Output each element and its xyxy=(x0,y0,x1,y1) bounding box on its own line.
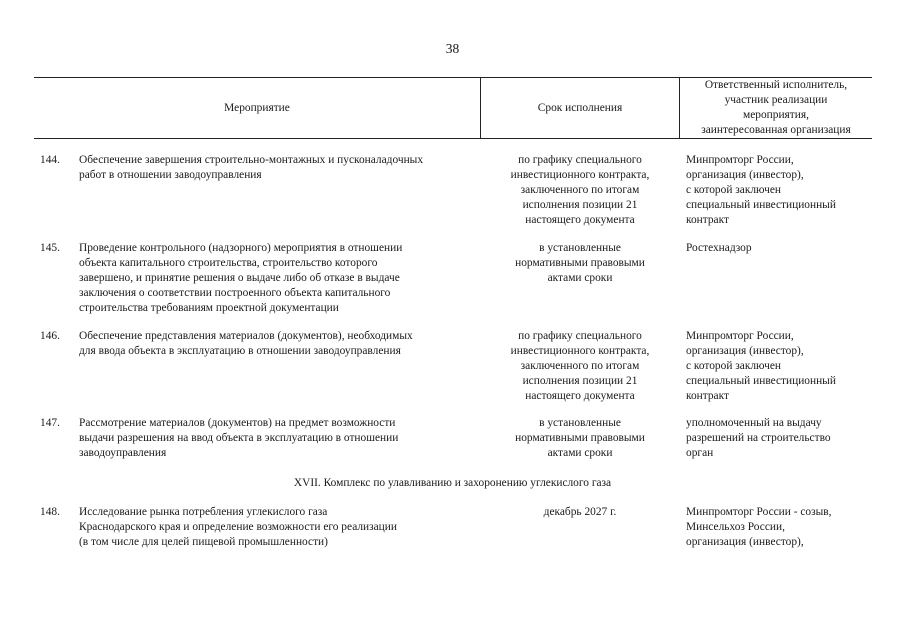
event-line: Рассмотрение материалов (документов) на предмет возможности xyxy=(79,417,396,429)
row-number: 146. xyxy=(40,330,60,342)
term-line: инвестиционного контракта, xyxy=(510,345,650,357)
event-line: Краснодарского края и определение возможности его реализации xyxy=(79,521,397,533)
term-line: настоящего документа xyxy=(525,390,635,402)
event-line: Исследование рынка потребления углекислого газа xyxy=(79,506,328,518)
header-responsible-line: Ответственный исполнитель, xyxy=(704,79,848,91)
responsible-line: Минсельхоз России, xyxy=(686,521,785,533)
header-responsible-line: мероприятия, xyxy=(743,109,809,121)
event-line: Проведение контрольного (надзорного) мероприятия в отношении xyxy=(79,242,403,254)
term-line: настоящего документа xyxy=(525,214,635,226)
header-event xyxy=(34,78,480,138)
row-term xyxy=(490,329,670,404)
row-event xyxy=(79,153,479,183)
row-event xyxy=(79,329,479,359)
event-line: (в том числе для целей пищевой промышленности) xyxy=(79,536,328,548)
responsible-line: Минпромторг России, xyxy=(686,330,794,342)
term-line: актами сроки xyxy=(547,447,613,459)
responsible-line: орган xyxy=(686,447,714,459)
responsible-line: контракт xyxy=(686,390,729,402)
term-line: нормативными правовыми xyxy=(515,432,645,444)
event-line: строительства требованиям проектной документации xyxy=(79,302,339,314)
row-number: 147. xyxy=(40,417,60,429)
responsible-line: Минпромторг России - созыв, xyxy=(686,506,832,518)
term-line: исполнения позиции 21 xyxy=(522,375,638,387)
responsible-line: уполномоченный на выдачу xyxy=(686,417,822,429)
event-line: Обеспечение завершения строительно-монтажных и пусконаладочных xyxy=(79,154,424,166)
responsible-line: с которой заключен xyxy=(686,184,781,196)
row-responsible xyxy=(686,329,876,404)
event-line: Обеспечение представления материалов (документов), необходимых xyxy=(79,330,413,342)
row-responsible xyxy=(686,505,876,550)
row-term xyxy=(490,416,670,461)
term-line: в установленные xyxy=(539,242,621,254)
row-term xyxy=(490,241,670,286)
term-line: инвестиционного контракта, xyxy=(510,169,650,181)
term-line: декабрь 2027 г. xyxy=(543,506,617,518)
responsible-line: специальный инвестиционный xyxy=(686,199,836,211)
responsible-line: специальный инвестиционный xyxy=(686,375,836,387)
event-line: объекта капитального строительства, строительство которого xyxy=(79,257,378,269)
header-responsible-line: заинтересованная организация xyxy=(701,124,851,136)
row-number: 148. xyxy=(40,506,60,518)
responsible-line: Ростехнадзор xyxy=(686,242,752,254)
header-responsible xyxy=(680,78,872,138)
responsible-line: организация (инвестор), xyxy=(686,169,804,181)
event-line: выдачи разрешения на ввод объекта в эксплуатацию в отношении xyxy=(79,432,399,444)
term-line: заключенного по итогам xyxy=(520,184,640,196)
header-term-label: Срок исполнения xyxy=(537,101,623,114)
responsible-line: контракт xyxy=(686,214,729,226)
header-term xyxy=(481,78,679,138)
responsible-line: организация (инвестор), xyxy=(686,345,804,357)
row-responsible xyxy=(686,153,876,228)
row-event xyxy=(79,416,479,461)
header-responsible-line: участник реализации xyxy=(724,94,828,106)
term-line: исполнения позиции 21 xyxy=(522,199,638,211)
responsible-line: разрешений на строительство xyxy=(686,432,831,444)
row-term xyxy=(490,153,670,228)
row-number: 145. xyxy=(40,242,60,254)
event-line: работ в отношении заводоуправления xyxy=(79,169,262,181)
event-line: заключения о соответствии построенного объекта капитального xyxy=(79,287,391,299)
table-header-rule xyxy=(34,138,872,139)
responsible-line: с которой заключен xyxy=(686,360,781,372)
header-event-label: Мероприятие xyxy=(224,101,290,114)
event-line: заводоуправления xyxy=(79,447,167,459)
term-line: заключенного по итогам xyxy=(520,360,640,372)
responsible-line: Минпромторг России, xyxy=(686,154,794,166)
row-event xyxy=(79,505,479,550)
term-line: по графику специального xyxy=(518,154,642,166)
event-line: для ввода объекта в эксплуатацию в отношении заводоуправления xyxy=(79,345,401,357)
section-title: XVII. Комплекс по улавливанию и захоронению углекислого газа xyxy=(293,477,612,489)
event-line: завершено, и принятие решения о выдаче либо об отказе в выдаче xyxy=(79,272,400,284)
row-responsible xyxy=(686,241,876,256)
row-term xyxy=(490,505,670,520)
term-line: по графику специального xyxy=(518,330,642,342)
row-responsible xyxy=(686,416,876,461)
term-line: в установленные xyxy=(539,417,621,429)
term-line: нормативными правовыми xyxy=(515,257,645,269)
row-event xyxy=(79,241,479,316)
page-number: 38 xyxy=(445,41,460,56)
term-line: актами сроки xyxy=(547,272,613,284)
row-number: 144. xyxy=(40,154,60,166)
responsible-line: организация (инвестор), xyxy=(686,536,804,548)
